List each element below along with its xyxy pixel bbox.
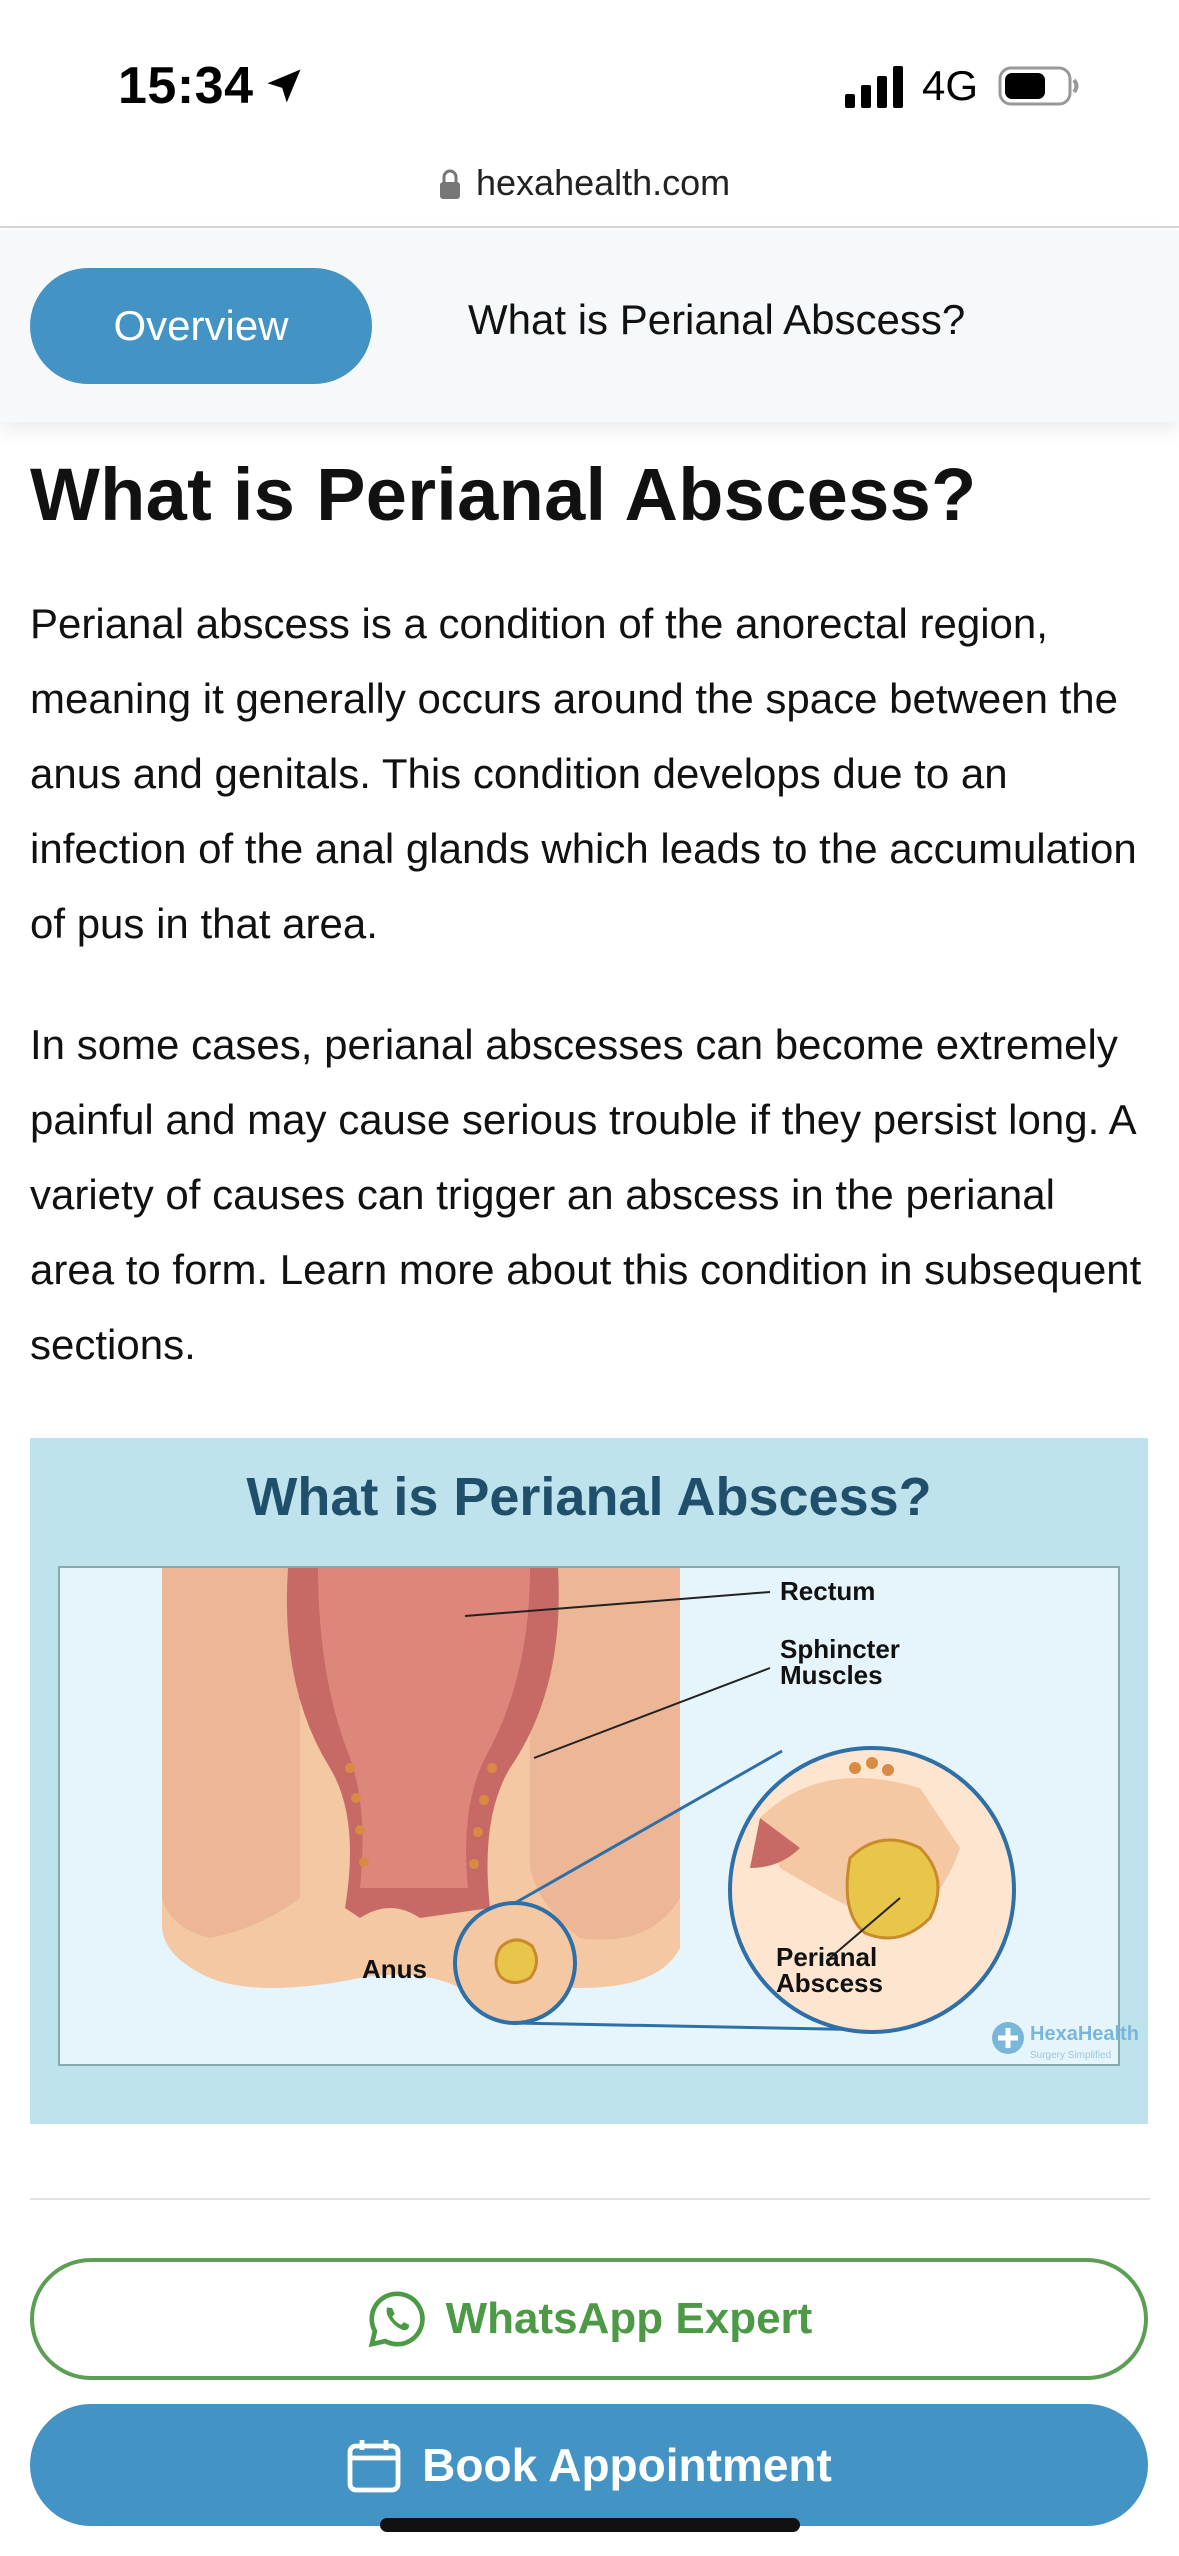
label-anus: Anus bbox=[362, 1954, 427, 1984]
figure-panel bbox=[58, 1566, 1139, 2066]
bottom-cta-bar bbox=[0, 2226, 1179, 2556]
whatsapp-icon bbox=[366, 2288, 428, 2350]
battery-icon bbox=[998, 64, 1080, 108]
article-paragraph: Perianal abscess is a condition of the anorectal region, meaning it generally occurs around the space between the anus and genitals. This condition develops due to an infection of the anal glands which leads to the accumulation of pus in that area. bbox=[30, 600, 1137, 947]
status-bar bbox=[0, 0, 1179, 150]
whatsapp-label: WhatsApp Expert bbox=[445, 2294, 813, 2343]
tab-what-is-perianal-abscess[interactable]: What is Perianal Abscess? bbox=[468, 296, 966, 343]
perianal-abscess-illustration[interactable] bbox=[30, 1438, 1148, 2124]
anatomy-diagram bbox=[60, 1568, 1139, 2068]
status-time: 15:34 bbox=[118, 57, 254, 115]
article-content bbox=[30, 440, 1150, 1382]
whatsapp-expert-button[interactable] bbox=[30, 2258, 1148, 2380]
figure-title: What is Perianal Abscess? bbox=[246, 1467, 932, 1527]
calendar-icon bbox=[346, 2436, 402, 2494]
book-appointment-button[interactable] bbox=[30, 2404, 1148, 2526]
page-title: What is Perianal Abscess? bbox=[30, 453, 977, 536]
label-sphincter-2: Muscles bbox=[780, 1660, 883, 1690]
location-arrow-icon bbox=[262, 64, 306, 108]
cellular-signal-icon bbox=[845, 66, 907, 108]
book-appointment-label: Book Appointment bbox=[422, 2439, 832, 2491]
content-divider bbox=[30, 2198, 1150, 2200]
network-type: 4G bbox=[922, 62, 979, 109]
tab-overview[interactable]: Overview bbox=[30, 268, 372, 384]
url-text: hexahealth.com bbox=[476, 162, 731, 203]
address-bar[interactable] bbox=[0, 150, 1179, 228]
section-tab-nav bbox=[0, 230, 1179, 422]
home-indicator bbox=[380, 2518, 800, 2532]
watermark-logo: HexaHealth bbox=[1030, 2023, 1139, 2045]
label-sphincter-1: Sphincter bbox=[780, 1634, 900, 1664]
label-abscess-1: Perianal bbox=[776, 1942, 878, 1972]
label-rectum: Rectum bbox=[780, 1576, 876, 1606]
lock-icon bbox=[438, 168, 462, 200]
article-paragraph: In some cases, perianal abscesses can become extremely painful and may cause serious trouble if they persist long. A variety of causes can trigger an abscess in the perianal area to form. Learn more about this condition in subsequent sections. bbox=[30, 1021, 1142, 1368]
watermark-tagline: Surgery Simplified bbox=[1030, 2050, 1112, 2061]
label-abscess-2: Abscess bbox=[776, 1968, 883, 1998]
